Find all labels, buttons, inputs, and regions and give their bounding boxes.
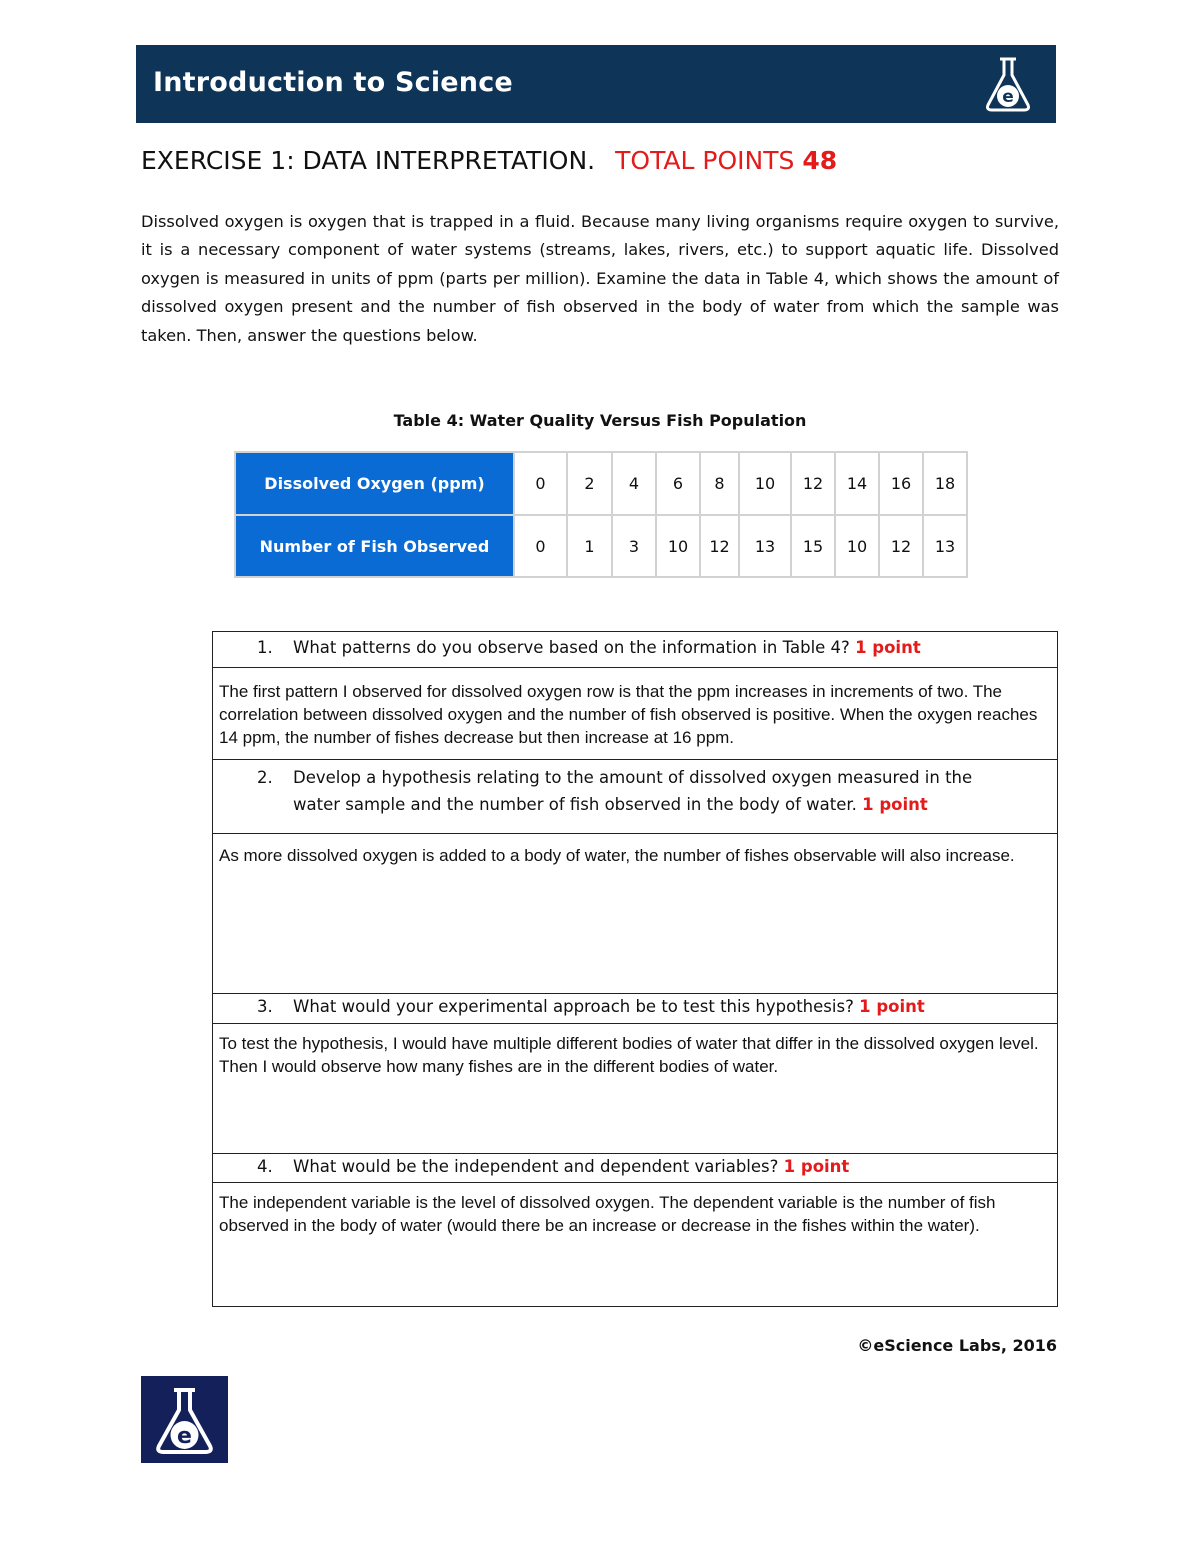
question-number: 4. bbox=[257, 1157, 273, 1176]
data-table bbox=[234, 451, 968, 578]
question-text bbox=[293, 764, 987, 818]
footer-logo bbox=[141, 1376, 228, 1463]
question-text bbox=[293, 997, 1057, 1016]
flask-e-icon bbox=[982, 55, 1034, 113]
footer-copyright: ©eScience Labs, 2016 bbox=[857, 1336, 1057, 1355]
question-box-3 bbox=[212, 993, 1058, 1154]
header-title: Introduction to Science bbox=[153, 67, 513, 98]
question-number: 2. bbox=[257, 768, 273, 787]
table-cell: 0 bbox=[514, 452, 567, 515]
table-cell: 6 bbox=[656, 452, 700, 515]
question-text bbox=[293, 638, 1057, 657]
table-cell: 16 bbox=[879, 452, 923, 515]
table-cell: 1 bbox=[567, 515, 612, 577]
table-cell: 8 bbox=[700, 452, 739, 515]
table-cell: 4 bbox=[612, 452, 656, 515]
question-text-body: What would your experimental approach be to test this hypothesis? bbox=[293, 997, 854, 1016]
question-box-4 bbox=[212, 1153, 1058, 1307]
question-header-2 bbox=[213, 760, 1057, 834]
question-text-body: Develop a hypothesis relating to the amount of dissolved oxygen measured in the water sample and the number of fish observed in the body of water. bbox=[293, 768, 973, 814]
question-text-body: What patterns do you observe based on the information in Table 4? bbox=[293, 638, 850, 657]
question-points: 1 point bbox=[783, 1157, 850, 1176]
row-header-oxygen: Dissolved Oxygen (ppm) bbox=[235, 452, 514, 515]
table-cell: 13 bbox=[923, 515, 967, 577]
question-points: 1 point bbox=[862, 795, 928, 814]
total-points-value: 48 bbox=[802, 146, 838, 175]
svg-text:e: e bbox=[177, 1424, 192, 1449]
svg-text:e: e bbox=[1002, 87, 1014, 107]
question-header-4 bbox=[213, 1154, 1057, 1183]
question-text-body: What would be the independent and dependent variables? bbox=[293, 1157, 779, 1176]
exercise-title bbox=[141, 146, 837, 175]
table-cell: 10 bbox=[656, 515, 700, 577]
intro-paragraph: Dissolved oxygen is oxygen that is trapped in a fluid. Because many living organisms require oxygen to survive, it is a necessary component of water systems (streams, lakes, rivers, etc.) to support aquatic life. Dissolved oxygen is measured in units of ppm (parts per million). Examine the data in Table 4, which shows the amount of dissolved oxygen present and the number of fish observed in the body of water from which the sample was taken. Then, answer the questions below. bbox=[141, 212, 1059, 345]
answer-text: To test the hypothesis, I would have multiple different bodies of water that differ in the dissolved oxygen level. Then I would observe how many fishes are in the different bodies of water. bbox=[219, 1034, 1039, 1076]
exercise-title-text: EXERCISE 1: DATA INTERPRETATION. bbox=[141, 146, 596, 175]
flask-e-icon bbox=[141, 1376, 228, 1463]
total-points bbox=[615, 146, 837, 175]
table-cell: 0 bbox=[514, 515, 567, 577]
question-number: 1. bbox=[257, 638, 273, 657]
question-box-2 bbox=[212, 759, 1058, 994]
table-caption: Table 4: Water Quality Versus Fish Population bbox=[393, 411, 807, 430]
table-cell: 10 bbox=[739, 452, 791, 515]
question-text bbox=[293, 1157, 1057, 1176]
question-box-1 bbox=[212, 631, 1058, 761]
table-cell: 14 bbox=[835, 452, 879, 515]
table-cell: 12 bbox=[791, 452, 835, 515]
table-row-fish bbox=[235, 515, 967, 577]
table-cell: 2 bbox=[567, 452, 612, 515]
header-bar bbox=[136, 45, 1056, 123]
row-header-fish: Number of Fish Observed bbox=[235, 515, 514, 577]
table-cell: 18 bbox=[923, 452, 967, 515]
answer-text: As more dissolved oxygen is added to a body of water, the number of fishes observable will also increase. bbox=[219, 846, 1015, 865]
question-number: 3. bbox=[257, 997, 273, 1016]
question-header-3 bbox=[213, 994, 1057, 1024]
table-cell: 12 bbox=[879, 515, 923, 577]
question-header-1 bbox=[213, 632, 1057, 668]
table-cell: 3 bbox=[612, 515, 656, 577]
question-points: 1 point bbox=[855, 638, 921, 657]
question-points: 1 point bbox=[859, 997, 925, 1016]
table-cell: 13 bbox=[739, 515, 791, 577]
total-points-label: TOTAL POINTS bbox=[615, 146, 795, 175]
answer-text: The independent variable is the level of dissolved oxygen. The dependent variable is the number of fish observed in the body of water (would there be an increase or decrease in the fishes within the water). bbox=[219, 1193, 996, 1235]
answer-text: The first pattern I observed for dissolved oxygen row is that the ppm increases in increments of two. The correlation between dissolved oxygen and the number of fish observed is positive. When the oxygen reaches 14 ppm, the number of fishes decrease but then increase at 16 ppm. bbox=[219, 682, 1038, 747]
table-cell: 10 bbox=[835, 515, 879, 577]
table-row-oxygen bbox=[235, 452, 967, 515]
table-cell: 12 bbox=[700, 515, 739, 577]
table-cell: 15 bbox=[791, 515, 835, 577]
